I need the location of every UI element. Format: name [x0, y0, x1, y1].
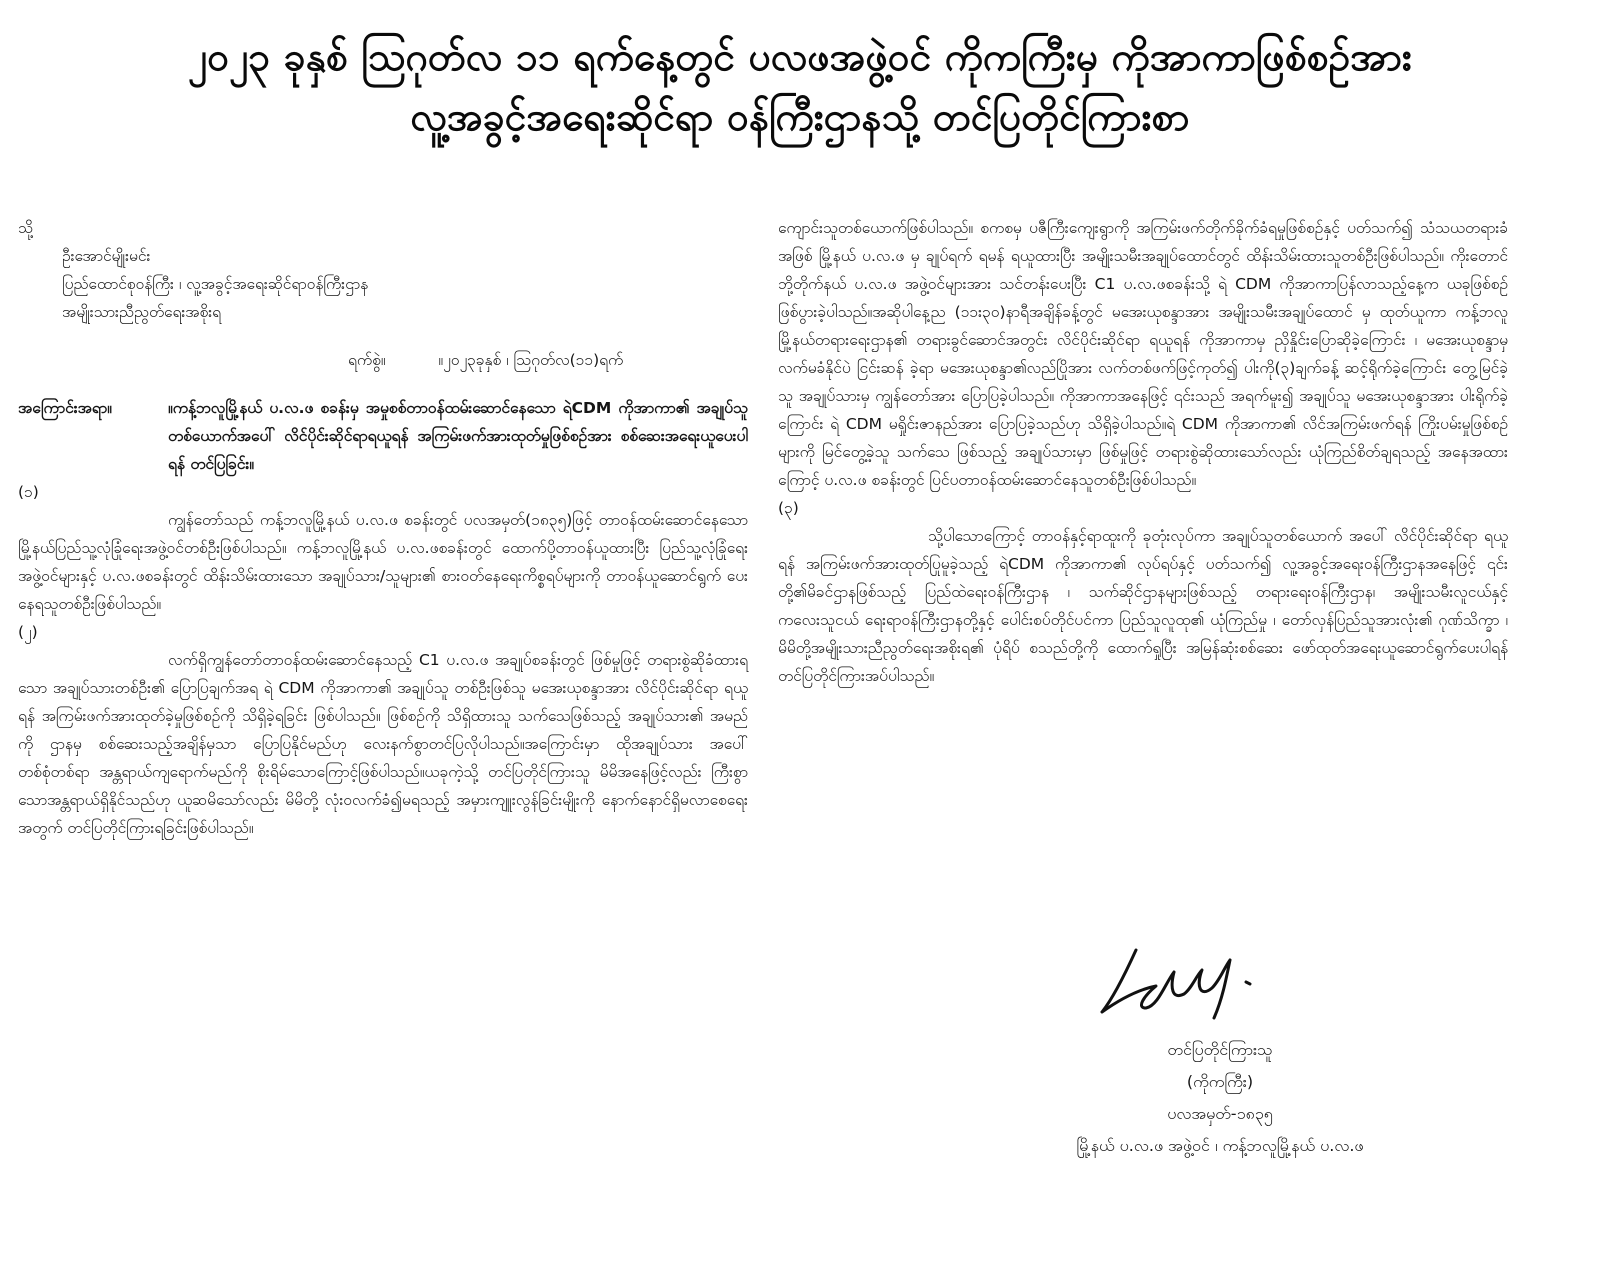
paragraph-3-number: (၃) — [778, 499, 799, 517]
paragraph-2 — [18, 618, 748, 842]
paragraph-1 — [18, 478, 748, 618]
signer-organization: မြို့နယ် ပ.လ.ဖ အဖွဲ့ဝင် ၊ ကန့်ဘလူမြို့နယ် ပ.လ.ဖ — [1076, 1136, 1364, 1155]
date-row — [18, 346, 748, 374]
signature-block — [1020, 1034, 1420, 1162]
date-label: ရက်စွဲ။ — [348, 351, 386, 369]
subject-text: ။ကန့်ဘလူမြို့နယ် ပ.လ.ဖ စခန်းမှ အမှုစစ်တာဝန်ထမ်းဆောင်နေသော ရဲCDM ကိုအာကာ၏ အချုပ်သူတစ်ယောက်အပေါ် လိင်ပိုင်းဆိုင်ရာရယူရန် အကြမ်းဖက်အားထုတ်မှုဖြစ်စဉ်အား စစ်ဆေးအရေးယူပေးပါရန် တင်ပြခြင်း။ — [168, 399, 748, 473]
recipient-government: အမျိုးသားညီညွတ်ရေးအစိုးရ — [62, 303, 222, 321]
headline-line-2: လူ့အခွင့်အရေးဆိုင်ရာ ဝန်ကြီးဌာနသို့ တင်ပြတိုင်ကြားစာ — [410, 95, 1190, 140]
subject-row — [18, 394, 748, 478]
paragraph-3-text: သို့ပါသောကြောင့် တာဝန်နှင့်ရာထူးကို ခုတုံးလုပ်ကာ အချုပ်သူတစ်ယောက် အပေါ် လိင်ပိုင်းဆိုင်ရာ ရယူရန် အကြမ်းဖက်အားထုတ်ပြုမူခဲ့သည့် ရဲCDM ကိုအာကာ၏ လုပ်ရပ်နှင့် ပတ်သက်၍ လူ့အခွင့်အရေးဝန်ကြီးဌာနအနေဖြင့် ၎င်းတို့၏မိခင်ဌာနဖြစ်သည့် ပြည်ထဲရေးဝန်ကြီးဌာန ၊ သက်ဆိုင်ဌာနများဖြစ်သည့် တရားရေးဝန်ကြီးဌာန၊ အမျိုးသမီးလူငယ်နှင့်ကလေးသူငယ် ရေးရာဝန်ကြီးဌာနတို့နှင့် ပေါင်းစပ်တိုင်ပင်ကာ ပြည်သူလူထု၏ ယုံကြည်မှု ၊ တော်လှန်ပြည်သူအားလုံး၏ ဂုဏ်သိက္ခာ ၊ မိမိတို့အမျိုးသားညီညွတ်ရေးအစိုးရ၏ ပုံရိပ် စသည်တို့ကို ထောက်ရှုပြီး အမြန်ဆုံးစစ်ဆေး ဖော်ထုတ်အရေးယူဆောင်ရွက်ပေးပါရန် တင်ပြတိုင်ကြားအပ်ပါသည်။ — [778, 527, 1508, 685]
headline-line-1: ၂၀၂၃ ခုနှစ် ဩဂုတ်လ ၁၁ ရက်နေ့တွင် ပလဖအဖွဲ့ဝင် ကိုကကြီးမှ ကိုအာကာဖြစ်စဉ်အား — [188, 35, 1412, 80]
paragraph-2-number: (၂) — [18, 623, 38, 641]
signer-title: တင်ပြတိုင်ကြားသူ — [1167, 1040, 1273, 1059]
handwritten-signature — [1096, 942, 1276, 1022]
signer-id: ပလအမှတ်-၁၈၃၅ — [1167, 1104, 1273, 1123]
right-column — [778, 214, 1508, 690]
date-value: ။၂၀၂၃ခုနှစ် ၊ ဩဂုတ်လ(၁၁)ရက် — [438, 351, 624, 369]
headline — [20, 28, 1580, 148]
paragraph-1-text: ကျွန်တော်သည် ကန့်ဘလူမြို့နယ် ပ.လ.ဖ စခန်းတွင် ပလအမှတ်(၁၈၃၅)ဖြင့် တာဝန်ထမ်းဆောင်နေသော မြို့နယ်ပြည်သူ့လုံခြုံရေးအဖွဲ့ဝင်တစ်ဦးဖြစ်ပါသည်။ ကန့်ဘလူမြို့နယ် ပ.လ.ဖစခန်းတွင် ထောက်ပို့တာဝန်ယူထားပြီး ပြည်သူ့လုံခြုံရေးအဖွဲ့ဝင်များနှင့် ပ.လ.ဖစခန်းတွင် ထိန်းသိမ်းထားသော အချုပ်သား/သူများ၏ စားဝတ်နေရေးကိစ္စရပ်များကို တာဝန်ယူဆောင်ရွက် ပေးနေရသူတစ်ဦးဖြစ်ပါသည်။ — [18, 511, 748, 613]
subject-label: အကြောင်းအရာ။ — [18, 399, 112, 417]
left-column — [18, 214, 748, 842]
to-label: သို့ — [18, 219, 33, 237]
recipient-name: ဦးအောင်မျိုးမင်း — [62, 247, 151, 265]
paragraph-2-text: လက်ရှိကျွန်တော်တာဝန်ထမ်းဆောင်နေသည့် C1 ပ.လ.ဖ အချုပ်စခန်းတွင် ဖြစ်မှုဖြင့် တရားစွဲဆိုခံထားရသော အချုပ်သားတစ်ဦး၏ ပြောပြချက်အရ ရဲ CDM ကိုအာကာ၏ အချုပ်သူ တစ်ဦးဖြစ်သူ မအေးယုစန္ဒာအား လိင်ပိုင်းဆိုင်ရာ ရယူရန် အကြမ်းဖက်အားထုတ်ခဲ့မှုဖြစ်စဉ်ကို သိရှိခဲ့ရခြင်း ဖြစ်ပါသည်။ ဖြစ်စဉ်ကို သိရှိထားသူ သက်သေဖြစ်သည့် အချုပ်သား၏ အမည်ကို ဌာနမှ စစ်ဆေးသည့်အချိန်မှသာ ပြောပြနိုင်မည်ဟု လေးနက်စွာတင်ပြလိုပါသည်။အကြောင်းမှာ ထိုအချုပ်သား အပေါ် တစ်စုံတစ်ရာ အန္တရာယ်ကျရောက်မည်ကို စိုးရိမ်သောကြောင့်ဖြစ်ပါသည်။ယခုကဲ့သို့ တင်ပြတိုင်ကြားသူ မိမိအနေဖြင့်လည်း ကြီးစွာသောအန္တရာယ်ရှိနိုင်သည်ဟု ယူဆမိသော်လည်း မိမိတို့ လုံးဝလက်ခံ၍မရသည့် အမှားကျူးလွန်ခြင်းမျိုးကို နောက်နောင်ရှိမလာစေရေးအတွက် တင်ပြတိုင်ကြားရခြင်းဖြစ်ပါသည်။ — [18, 651, 748, 837]
signer-name: (ကိုကကြီး) — [1186, 1072, 1254, 1091]
paragraph-3 — [778, 494, 1508, 690]
recipient-position: ပြည်ထောင်စုဝန်ကြီး ၊ လူ့အခွင့်အရေးဆိုင်ရာဝန်ကြီးဌာန — [62, 275, 369, 293]
paragraph-2-continued: ကျောင်းသူတစ်ယောက်ဖြစ်ပါသည်။ စကစမှ ပဇီကြီးကျေးရွာကို အကြမ်းဖက်တိုက်ခိုက်ခံရမှုဖြစ်စဉ်နှင့် ပတ်သက်၍ သံသယတရားခံအဖြစ် မြို့နယ် ပ.လ.ဖ မှ ချုပ်ရက် ရမန် ရယူထားပြီး အမျိုးသမီးအချုပ်ထောင်တွင် ထိန်းသိမ်းထားသူတစ်ဦးဖြစ်ပါသည်။ ကိုးတောင်ဘို့တိုက်နယ် ပ.လ.ဖ အဖွဲ့ဝင်များအား သင်တန်းပေးပြီး C1 ပ.လ.ဖစခန်းသို့ ရဲ CDM ကိုအာကာပြန်လာသည့်နေ့က ယခုဖြစ်စဉ် ဖြစ်ပွားခဲ့ပါသည်။အဆိုပါနေ့ည (၁၁း၃၀)နာရီအချိန်ခန့်တွင် မအေးယုစန္ဒာအား အမျိုးသမီးအချုပ်ထောင် မှ ထုတ်ယူကာ ကန့်ဘလူမြို့နယ်တရားရေးဌာန၏ တရားခွင်ဆောင်အတွင်း လိင်ပိုင်းဆိုင်ရာ ရယူရန် ကိုအာကာမှ ညှိနှိုင်းပြောဆိုခဲ့ကြောင်း ၊ မအေးယုစန္ဒာမှ လက်မခံနိုင်ပဲ ငြင်းဆန် ခဲ့ရာ မအေးယုစန္ဒာ၏လည်ပြိုအား လက်တစ်ဖက်ဖြင့်ကုတ်၍ ပါးကို(၃)ချက်ခန့် ဆင့်ရိုက်ခဲ့ကြောင်း တွေ့မြင်ခဲ့သူ အချုပ်သားမှ ကျွန်တော်အား ပြောပြခဲ့ပါသည်။ ကိုအာကာအနေဖြင့် ၎င်းသည် အရက်မူး၍ အချုပ်သူ မအေးယုစန္ဒာအား ပါးရိုက်ခဲ့ကြောင်း ရဲ CDM မရှိုင်းဇာနည်အား ပြောပြခဲ့သည်ဟု သိရှိခဲ့ပါသည်။ရဲ CDM ကိုအာကာ၏ လိင်အကြမ်းဖက်ရန် ကြိုးပမ်းမှုဖြစ်စဉ်များကို မြင်တွေ့ခဲ့သူ သက်သေ ဖြစ်သည့် အချုပ်သားမှာ ဖြစ်မှုဖြင့် တရားစွဲဆိုထားသော်လည်း ယုံကြည်စိတ်ချရသည့် အနေအထားကြောင့် ပ.လ.ဖ စခန်းတွင် ပြင်ပတာဝန်ထမ်းဆောင်နေသူတစ်ဦးဖြစ်ပါသည်။ — [778, 219, 1508, 489]
paragraph-1-number: (၁) — [18, 483, 39, 501]
